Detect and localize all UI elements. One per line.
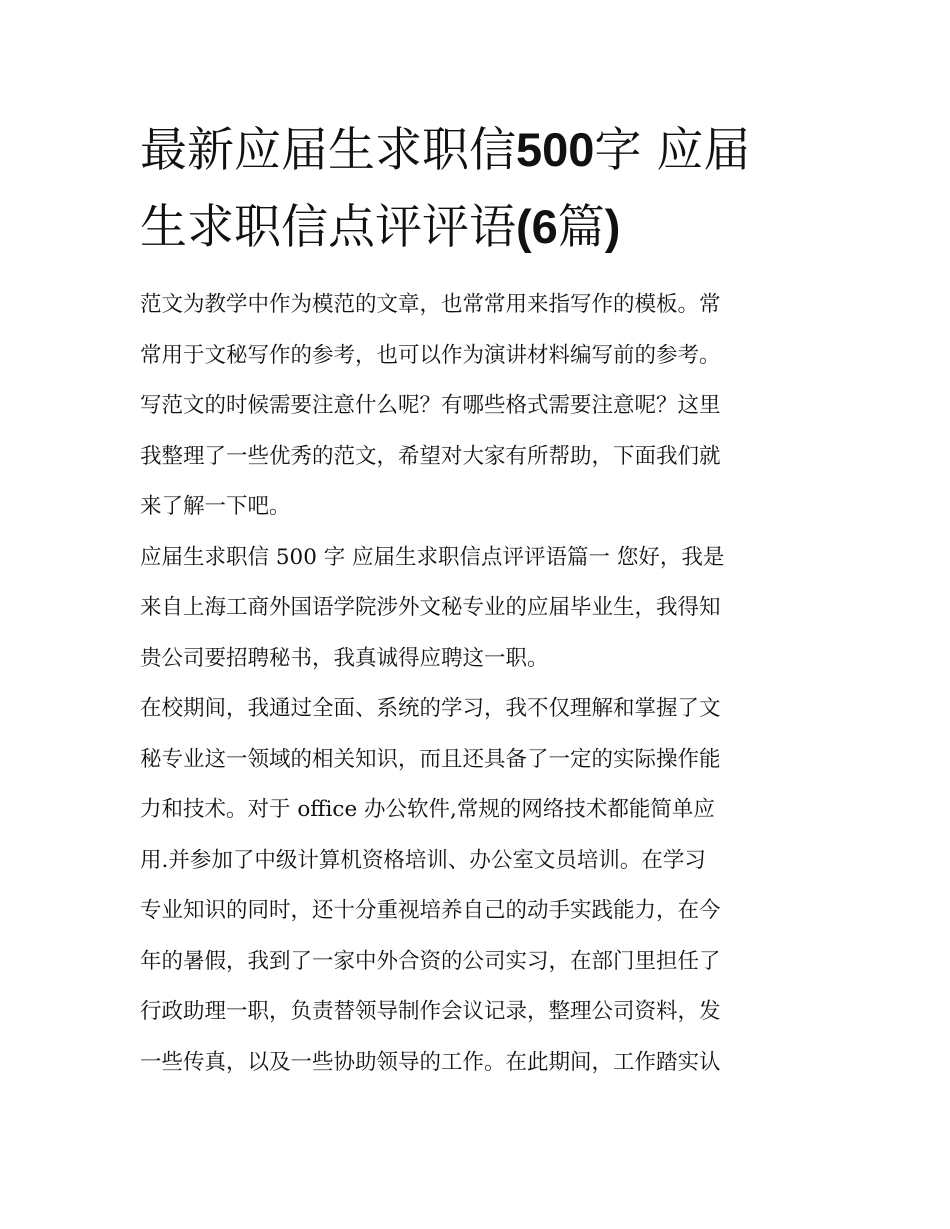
- text-line: 行政助理一职，负责替领导制作会议记录，整理公司资料，发: [140, 999, 721, 1024]
- title-number: 500: [516, 123, 595, 176]
- text-line: 秘专业这一领域的相关知识，而且还具备了一定的实际操作能: [140, 746, 721, 772]
- text-line: 年的暑假，我到了一家中外合资的公司实习，在部门里担任了: [140, 948, 721, 974]
- text-line: 应届生求职信 500 字 应届生求职信点评评语篇一 您好，我是: [140, 544, 725, 570]
- paragraph-letter-opening: [140, 533, 812, 685]
- text-line: 贵公司要招聘秘书，我真诚得应聘这一职。: [140, 645, 549, 671]
- title-text: 篇: [557, 200, 605, 255]
- title-text: 最新应届生求职信: [140, 123, 516, 178]
- title-paren: ): [604, 200, 621, 253]
- text-line: 专业知识的同时，还十分重视培养自己的动手实践能力，在今: [140, 898, 721, 923]
- text-line: 来了解一下吧。: [140, 494, 291, 519]
- title-number: (6: [516, 200, 558, 253]
- title-text: 字 应届: [594, 123, 751, 178]
- title-line-2: [140, 189, 812, 266]
- text-line: 我整理了一些优秀的范文，希望对大家有所帮助，下面我们就: [140, 443, 721, 469]
- title-text: 生求职信点评评语: [140, 200, 516, 255]
- text-line: 常用于文秘写作的参考，也可以作为演讲材料编写前的参考。: [140, 342, 721, 368]
- text-line: 来自上海工商外国语学院涉外文秘专业的应届毕业生，我得知: [140, 595, 721, 620]
- document-title: [140, 112, 812, 266]
- text-line: 用.并参加了中级计算机资格培训、办公室文员培训。在学习: [140, 847, 706, 873]
- text-line: 范文为教学中作为模范的文章，也常常用来指写作的模板。常: [140, 292, 721, 317]
- text-line: 力和技术。对于 office 办公软件,常规的网络技术都能简单应: [140, 797, 715, 822]
- text-line: 在校期间，我通过全面、系统的学习，我不仅理解和掌握了文: [140, 696, 721, 721]
- text-line: 写范文的时候需要注意什么呢？有哪些格式需要注意呢？这里: [140, 393, 721, 418]
- text-line: 一些传真，以及一些协助领导的工作。在此期间，工作踏实认: [140, 1049, 721, 1075]
- document-body: [140, 112, 812, 1088]
- paragraph-intro: [140, 280, 812, 533]
- paragraph-school-experience: [140, 684, 812, 1088]
- title-line-1: [140, 112, 812, 189]
